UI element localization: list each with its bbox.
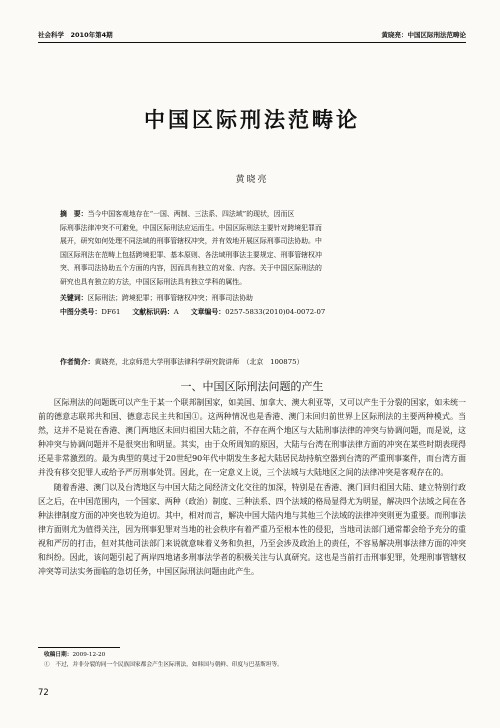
header-journal: 社会科学 2010年第4期 (38, 31, 113, 39)
clc-value: DF61 (101, 308, 121, 316)
classification (60, 306, 444, 319)
abstract-line: 突、刑事司法协助五个方面的内容，因而具有独立的对象、内容。关于中国区际刑法的 (60, 264, 322, 273)
section-heading: 一、中国区际刑法问题的产生 (180, 380, 324, 393)
abstract-line: 际刑事法律冲突不可避免，中国区际刑法应运而生。中国区际刑法主要针对跨境犯罪而 (60, 223, 322, 232)
received-label: 收稿日期： (44, 652, 73, 658)
abstract-line: 摘 要：当今中国客观地存在“一国、两制、三法系、四法域”的现状，因而区 (60, 210, 295, 218)
article-number-value: 0257-5833(2010)04-0072-07 (225, 308, 326, 316)
author-intro-label: 作者简介： (60, 358, 95, 366)
running-header (38, 30, 466, 39)
abstract-line: 国区际刑法在范畴上包括跨境犯罪、基本原则、各法域刑事法主要规定、刑事管辖权冲 (60, 250, 322, 259)
header-article: 黄晓亮：中国区际刑法范畴论 (381, 31, 466, 39)
doc-code-label: 文献标识码： (132, 308, 174, 316)
footnote-rule (38, 647, 120, 648)
keywords (60, 292, 444, 305)
header-rule (38, 42, 466, 43)
journal-page (38, 0, 466, 728)
clc-label: 中图分类号： (60, 308, 102, 316)
abstract-line: 研究也具有独立的方法，中国区际刑法具有独立学科的属性。 (60, 277, 247, 286)
footnotes (44, 650, 464, 670)
abstract-label: 摘 要： (60, 210, 88, 218)
footnote-text: 不过，并非分裂的同一个民族国家都会产生区际刑法，如韩国与朝鲜、印度与巴基斯坦等。 (55, 662, 283, 668)
author-intro-text: 黄晓亮，北京师范大学刑事法律科学研究院讲师 （北京 100875） (94, 358, 304, 366)
abstract (60, 208, 444, 290)
footnote-1 (44, 660, 464, 670)
received-date (44, 650, 464, 660)
author-intro (60, 356, 444, 366)
keywords-label: 关键词： (60, 294, 88, 302)
footnote-mark: ① (44, 662, 50, 668)
received-value: 2009-12-20 (72, 652, 106, 658)
keywords-text: 区际刑法；跨境犯罪；刑事管辖权冲突；刑事司法协助 (87, 294, 253, 302)
article-title: 中国区际刑法范畴论 (144, 107, 360, 132)
abstract-line: 展开，研究如何处理不同法域的刑事管辖权冲突，并有效地开展区际刑事司法协助。中 (60, 237, 322, 246)
paragraph: 区际刑法的问题既可以产生于某一个联邦制国家，如美国、加拿大、澳大利亚等，又可以产生于分裂的国家，如未统一前的德意志联邦共和国、德意志民主共和国①。这两种情况也是香港、澳门未回归前世界上区际刑法的主要两种模式。当然，这并不是说在香港、澳门两地区未回归祖国大陆之前，不存在两个地区与大陆刑事法律的冲突与协调问题，而是说，这种冲突与协调问题并不是很突出和明显。其实，由于众所周知的原因，大陆与台湾在刑事法律方面的冲突在某些时期表现得还是非常激烈的。最为典型的莫过于20世纪90年代中期发生多起大陆居民劫持航空器到台湾的严重刑事案件，而台湾方面并没有移交犯罪人或给予严厉刑事处罚。因此，在一定意义上说，三个法域与大陆地区之间的法律冲突是客观存在的。 (38, 398, 466, 478)
paragraph: 随着香港、澳门以及台湾地区与中国大陆之间经济文化交往的加深，特别是在香港、澳门回归祖国大陆、建立特别行政区之后，在中国范围内，一个国家、两种（政治）制度、三种法系、四个法域的格局显得尤为明显，解决四个法域之间在各种法律制度方面的冲突也较为迫切。其中，相对而言，解决中国大陆内地与其他三个法域的法律冲突则更为重要。而刑事法律方面则尤为值得关注，因为刑事犯罪对当地的社会秩序有着严重乃至根本性的侵犯，当地司法部门通常都会给予充分的重视和严厉的打击，但对其他司法部门来说就意味着义务和负担，乃至会涉及政治上的责任，不容易解决刑事法律方面的冲突和纠纷。因此，该问题引起了两岸四地诸多刑事法学者的积极关注与认真研究。这也是当前打击刑事犯罪，处理刑事管辖权冲突等司法实务面临的急切任务，中国区际刑法问题由此产生。 (38, 482, 466, 577)
body-text (38, 396, 466, 579)
article-author: 黄晓亮 (235, 175, 269, 185)
doc-code-value: A (173, 308, 179, 316)
page-number: 72 (38, 688, 49, 698)
article-number-label: 文章编号： (190, 308, 226, 316)
